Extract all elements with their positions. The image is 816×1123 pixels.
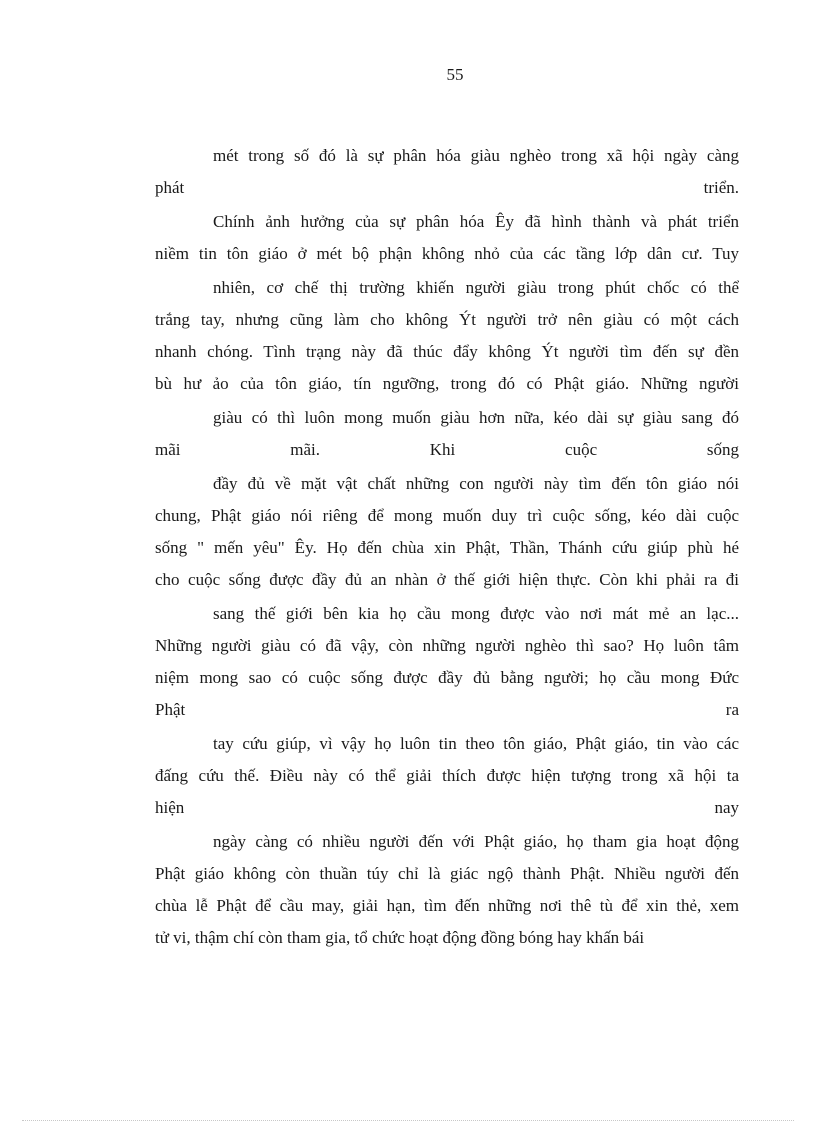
text-line: mét trong số đó là sự phân hóa giàu nghèo trong xã hội ngày càng — [213, 146, 739, 165]
text-line: Những người giàu có đã vậy, còn những người nghèo thì sao? Họ luôn tâm — [155, 636, 739, 655]
text-line: nhiên, cơ chế thị trường khiến người giàu trong phút chốc có thể — [213, 278, 739, 297]
text-line: tay cứu giúp, vì vậy họ luôn tin theo tôn giáo, Phật giáo, tin vào các — [213, 734, 739, 753]
text-line: bù hư ảo của tôn giáo, tín ngưỡng, trong đó có Phật giáo. Những người — [155, 374, 739, 393]
text-line: chung, Phật giáo nói riêng để mong muốn duy trì cuộc sống, kéo dài cuộc — [155, 506, 739, 525]
text-line: Chính ảnh hưởng của sự phân hóa Êy đã hình thành và phát triển — [213, 212, 739, 231]
text-line: mãi mãi. Khi cuộc sống — [155, 440, 739, 459]
text-line: hiện nay — [155, 798, 739, 817]
text-line: niềm tin tôn giáo ở mét bộ phận không nhỏ của các tầng lớp dân cư. Tuy — [155, 244, 739, 263]
text-line: Phật ra — [155, 700, 739, 719]
page-bottom-border — [22, 1120, 794, 1121]
text-line: đấng cứu thế. Điều này có thể giải thích được hiện tượng trong xã hội ta — [155, 766, 739, 785]
body-text — [155, 140, 739, 954]
text-line: sang thế giới bên kia họ cầu mong được vào nơi mát mẻ an lạc... — [213, 604, 739, 623]
text-line: phát triển. — [155, 178, 739, 197]
text-line: cho cuộc sống được đầy đủ an nhàn ở thế giới hiện thực. Còn khi phải ra đi — [155, 570, 739, 589]
text-line: ngày càng có nhiều người đến với Phật giáo, họ tham gia hoạt động — [213, 832, 739, 851]
page-number: 55 — [446, 65, 464, 84]
text-line: sống " mến yêu" Êy. Họ đến chùa xin Phật, Thần, Thánh cứu giúp phù hé — [155, 538, 739, 557]
text-line: giàu có thì luôn mong muốn giàu hơn nữa, kéo dài sự giàu sang đó — [213, 408, 739, 427]
text-line: Phật giáo không còn thuần túy chỉ là giác ngộ thành Phật. Nhiều người đến — [155, 864, 739, 883]
text-line: tử vi, thậm chí còn tham gia, tổ chức hoạt động đồng bóng hay khấn bái — [155, 928, 645, 947]
text-line: đầy đủ về mặt vật chất những con người này tìm đến tôn giáo nói — [213, 474, 739, 493]
text-line: nhanh chóng. Tình trạng này đã thúc đẩy không Ýt người tìm đến sự đền — [155, 342, 739, 361]
text-line: niệm mong sao có cuộc sống được đầy đủ bằng người; họ cầu mong Đức — [155, 668, 739, 687]
text-line: trắng tay, nhưng cũng làm cho không Ýt người trở nên giàu có một cách — [155, 310, 739, 329]
text-line: chùa lễ Phật để cầu may, giải hạn, tìm đến những nơi thê tù để xin thẻ, xem — [155, 896, 739, 915]
